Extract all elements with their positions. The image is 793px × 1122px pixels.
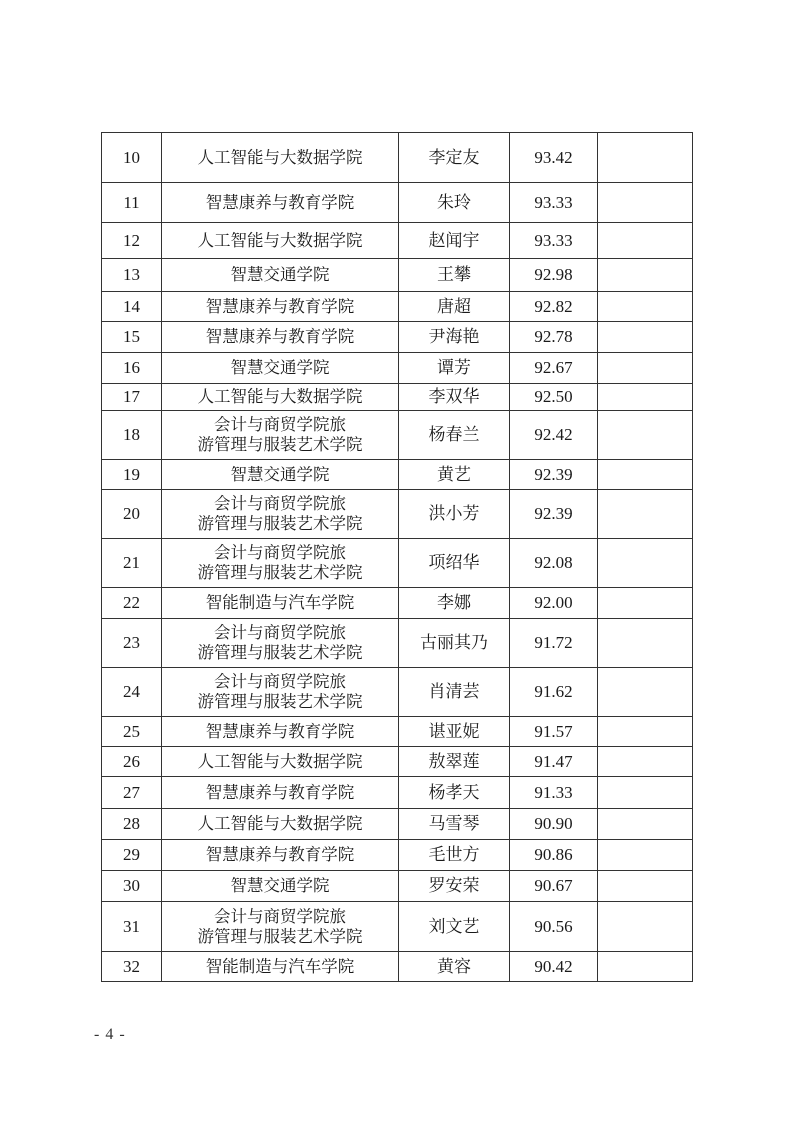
table-row <box>102 384 693 411</box>
college-cell: 会计与商贸学院旅 游管理与服装艺术学院 <box>162 902 399 952</box>
remark-cell <box>598 133 693 183</box>
table-row <box>102 133 693 183</box>
remark-cell <box>598 292 693 322</box>
table-row <box>102 292 693 322</box>
remark-cell <box>598 717 693 747</box>
name-cell: 罗安荣 <box>399 871 510 902</box>
college-cell: 会计与商贸学院旅 游管理与服装艺术学院 <box>162 619 399 668</box>
score-cell: 92.39 <box>510 460 598 490</box>
name-cell: 项绍华 <box>399 539 510 588</box>
name-cell: 李定友 <box>399 133 510 183</box>
name-cell: 杨春兰 <box>399 411 510 460</box>
name-cell: 尹海艳 <box>399 322 510 353</box>
rank-cell: 24 <box>102 668 162 717</box>
score-cell: 92.78 <box>510 322 598 353</box>
score-cell: 90.86 <box>510 840 598 871</box>
name-cell: 肖清芸 <box>399 668 510 717</box>
table-row <box>102 747 693 777</box>
table-row <box>102 717 693 747</box>
rank-cell: 29 <box>102 840 162 871</box>
name-cell: 毛世方 <box>399 840 510 871</box>
table-row <box>102 322 693 353</box>
rank-cell: 27 <box>102 777 162 809</box>
rank-cell: 21 <box>102 539 162 588</box>
table-row <box>102 490 693 539</box>
name-cell: 黄艺 <box>399 460 510 490</box>
college-cell: 智能制造与汽车学院 <box>162 952 399 982</box>
table-row <box>102 259 693 292</box>
name-cell: 谌亚妮 <box>399 717 510 747</box>
college-cell: 人工智能与大数据学院 <box>162 223 399 259</box>
remark-cell <box>598 223 693 259</box>
page-number: - 4 - <box>94 1026 126 1043</box>
table-row <box>102 952 693 982</box>
college-cell: 智慧交通学院 <box>162 353 399 384</box>
remark-cell <box>598 411 693 460</box>
score-cell: 92.00 <box>510 588 598 619</box>
rank-cell: 18 <box>102 411 162 460</box>
score-cell: 92.39 <box>510 490 598 539</box>
name-cell: 王攀 <box>399 259 510 292</box>
table-row <box>102 809 693 840</box>
remark-cell <box>598 747 693 777</box>
rank-cell: 28 <box>102 809 162 840</box>
college-cell: 智慧康养与教育学院 <box>162 840 399 871</box>
college-cell: 人工智能与大数据学院 <box>162 747 399 777</box>
rank-cell: 20 <box>102 490 162 539</box>
college-cell: 会计与商贸学院旅 游管理与服装艺术学院 <box>162 411 399 460</box>
college-cell: 会计与商贸学院旅 游管理与服装艺术学院 <box>162 668 399 717</box>
remark-cell <box>598 871 693 902</box>
score-cell: 90.42 <box>510 952 598 982</box>
college-cell: 人工智能与大数据学院 <box>162 809 399 840</box>
rank-cell: 22 <box>102 588 162 619</box>
name-cell: 朱玲 <box>399 183 510 223</box>
college-cell: 智慧康养与教育学院 <box>162 777 399 809</box>
score-cell: 90.67 <box>510 871 598 902</box>
college-cell: 智慧交通学院 <box>162 460 399 490</box>
name-cell: 李娜 <box>399 588 510 619</box>
name-cell: 赵闻宇 <box>399 223 510 259</box>
name-cell: 杨孝天 <box>399 777 510 809</box>
rank-cell: 23 <box>102 619 162 668</box>
table-row <box>102 411 693 460</box>
table-row <box>102 777 693 809</box>
table-row <box>102 840 693 871</box>
score-cell: 91.72 <box>510 619 598 668</box>
score-cell: 93.33 <box>510 183 598 223</box>
score-cell: 93.33 <box>510 223 598 259</box>
remark-cell <box>598 322 693 353</box>
rank-cell: 14 <box>102 292 162 322</box>
rank-cell: 32 <box>102 952 162 982</box>
score-cell: 90.56 <box>510 902 598 952</box>
rank-cell: 16 <box>102 353 162 384</box>
remark-cell <box>598 490 693 539</box>
name-cell: 马雪琴 <box>399 809 510 840</box>
table-row <box>102 539 693 588</box>
remark-cell <box>598 668 693 717</box>
remark-cell <box>598 840 693 871</box>
college-cell: 智慧康养与教育学院 <box>162 183 399 223</box>
name-cell: 刘文艺 <box>399 902 510 952</box>
name-cell: 唐超 <box>399 292 510 322</box>
name-cell: 谭芳 <box>399 353 510 384</box>
table-body <box>102 133 693 982</box>
table-row <box>102 353 693 384</box>
score-cell: 92.67 <box>510 353 598 384</box>
college-cell: 会计与商贸学院旅 游管理与服装艺术学院 <box>162 539 399 588</box>
remark-cell <box>598 539 693 588</box>
college-cell: 智慧交通学院 <box>162 259 399 292</box>
table-row <box>102 223 693 259</box>
remark-cell <box>598 259 693 292</box>
table-row <box>102 460 693 490</box>
remark-cell <box>598 384 693 411</box>
remark-cell <box>598 902 693 952</box>
rank-cell: 31 <box>102 902 162 952</box>
table-row <box>102 871 693 902</box>
rank-cell: 15 <box>102 322 162 353</box>
remark-cell <box>598 353 693 384</box>
college-cell: 智慧康养与教育学院 <box>162 322 399 353</box>
score-cell: 91.47 <box>510 747 598 777</box>
name-cell: 敖翠莲 <box>399 747 510 777</box>
rank-cell: 25 <box>102 717 162 747</box>
name-cell: 古丽其乃 <box>399 619 510 668</box>
table-row <box>102 183 693 223</box>
score-cell: 90.90 <box>510 809 598 840</box>
table-row <box>102 668 693 717</box>
remark-cell <box>598 809 693 840</box>
college-cell: 智慧交通学院 <box>162 871 399 902</box>
table-row <box>102 902 693 952</box>
score-cell: 91.62 <box>510 668 598 717</box>
remark-cell <box>598 952 693 982</box>
college-cell: 智能制造与汽车学院 <box>162 588 399 619</box>
score-cell: 92.42 <box>510 411 598 460</box>
college-cell: 智慧康养与教育学院 <box>162 717 399 747</box>
score-cell: 91.57 <box>510 717 598 747</box>
remark-cell <box>598 460 693 490</box>
rank-cell: 30 <box>102 871 162 902</box>
score-cell: 92.98 <box>510 259 598 292</box>
college-cell: 智慧康养与教育学院 <box>162 292 399 322</box>
remark-cell <box>598 588 693 619</box>
name-cell: 黄容 <box>399 952 510 982</box>
score-cell: 92.08 <box>510 539 598 588</box>
college-cell: 会计与商贸学院旅 游管理与服装艺术学院 <box>162 490 399 539</box>
remark-cell <box>598 777 693 809</box>
remark-cell <box>598 183 693 223</box>
rank-cell: 26 <box>102 747 162 777</box>
score-cell: 91.33 <box>510 777 598 809</box>
rank-cell: 19 <box>102 460 162 490</box>
score-cell: 92.50 <box>510 384 598 411</box>
remark-cell <box>598 619 693 668</box>
rank-cell: 17 <box>102 384 162 411</box>
rank-cell: 11 <box>102 183 162 223</box>
name-cell: 李双华 <box>399 384 510 411</box>
score-table <box>101 132 693 982</box>
score-cell: 92.82 <box>510 292 598 322</box>
table-row <box>102 588 693 619</box>
table-row <box>102 619 693 668</box>
score-cell: 93.42 <box>510 133 598 183</box>
rank-cell: 13 <box>102 259 162 292</box>
college-cell: 人工智能与大数据学院 <box>162 133 399 183</box>
name-cell: 洪小芳 <box>399 490 510 539</box>
rank-cell: 12 <box>102 223 162 259</box>
college-cell: 人工智能与大数据学院 <box>162 384 399 411</box>
rank-cell: 10 <box>102 133 162 183</box>
